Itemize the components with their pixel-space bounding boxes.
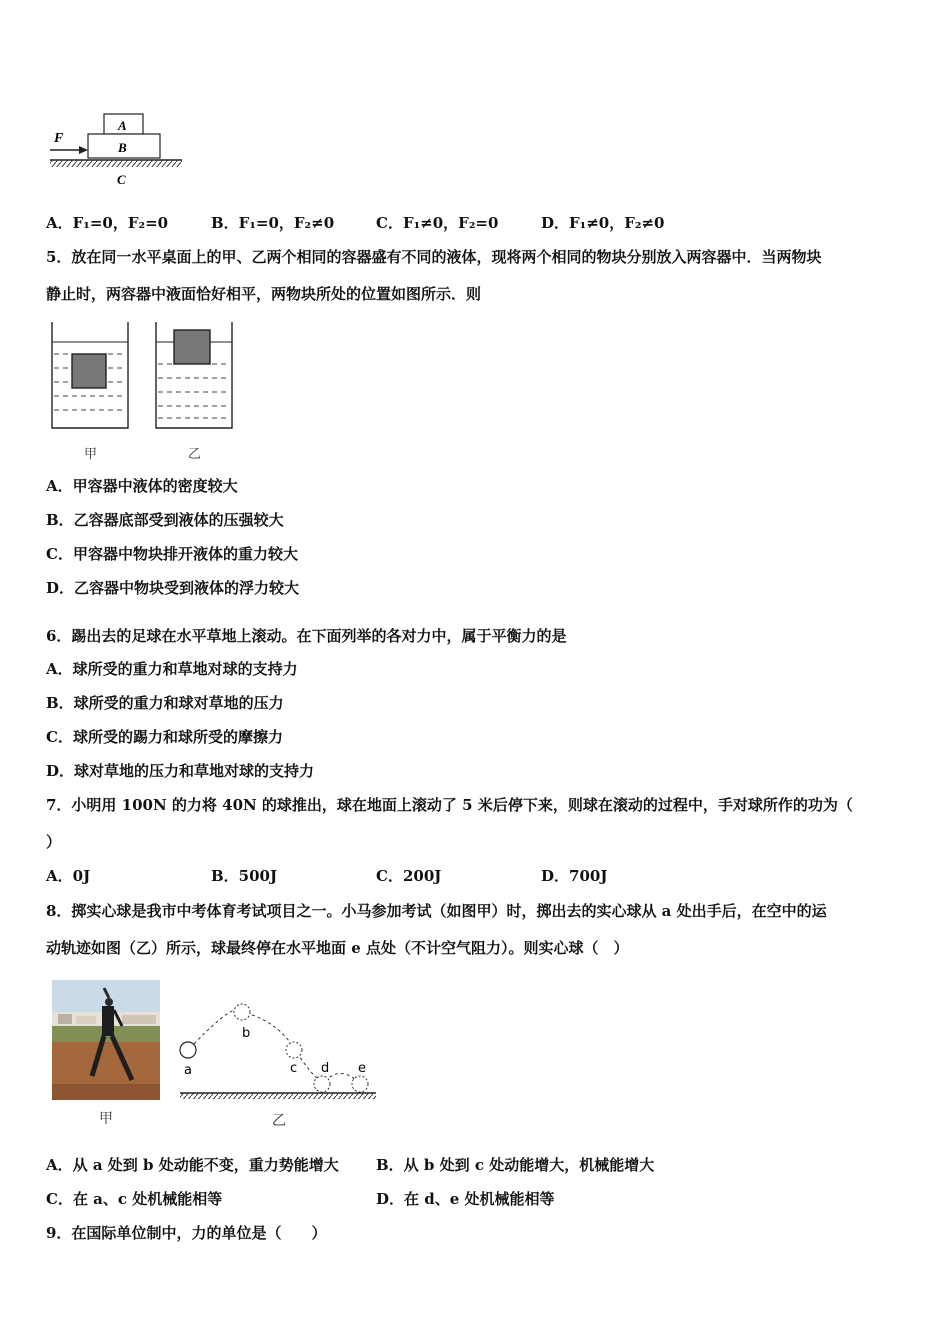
q4-label-F: F [54, 131, 64, 146]
q8-point-e: e [358, 1061, 366, 1076]
q6-option-a[interactable]: A．球所受的重力和草地对球的支持力 [46, 660, 298, 678]
q4-figure [46, 108, 186, 190]
q7-option-a[interactable]: A．0J [46, 867, 91, 885]
q5-stem-line2: 静止时，两容器中液面恰好相平，两物块所处的位置如图所示．则 [46, 285, 482, 303]
q5-figure [46, 318, 246, 466]
q6-option-b[interactable]: B．球所受的重力和球对草地的压力 [46, 694, 284, 712]
q8-photo-thrower [52, 980, 160, 1100]
q4-label-A: A [118, 118, 127, 133]
q8-option-b[interactable]: B．从 b 处到 c 处动能增大，机械能增大 [376, 1156, 655, 1174]
q8-option-c[interactable]: C．在 a、c 处机械能相等 [46, 1190, 223, 1208]
q7-option-c[interactable]: C．200J [376, 867, 442, 885]
q4-option-d[interactable]: D．F₁≠0，F₂≠0 [541, 214, 665, 232]
q9-stem: 9．在国际单位制中，力的单位是（ ） [46, 1224, 327, 1242]
q5-option-d[interactable]: D．乙容器中物块受到液体的浮力较大 [46, 579, 300, 597]
q6-option-d[interactable]: D．球对草地的压力和草地对球的支持力 [46, 762, 315, 780]
q4-option-a[interactable]: A．F₁=0，F₂=0 [46, 214, 169, 232]
q8-point-b: b [242, 1026, 251, 1041]
q5-option-c[interactable]: C．甲容器中物块排开液体的重力较大 [46, 545, 298, 563]
q7-option-b[interactable]: B．500J [211, 867, 278, 885]
q5-option-b[interactable]: B．乙容器底部受到液体的压强较大 [46, 511, 284, 529]
q4-label-C: C [117, 172, 126, 187]
q6-stem: 6．踢出去的足球在水平草地上滚动。在下面列举的各对力中，属于平衡力的是 [46, 627, 567, 645]
q8-point-a: a [184, 1063, 192, 1078]
q8-option-d[interactable]: D．在 d、e 处机械能相等 [376, 1190, 555, 1208]
q5-label-yi: 乙 [188, 447, 202, 462]
q8-point-c: c [290, 1061, 298, 1076]
q5-stem-line1: 5．放在同一水平桌面上的甲、乙两个相同的容器盛有不同的液体，现将两个相同的物块分别放入两容器中．当两物块 [46, 248, 822, 266]
q8-trajectory-figure [176, 1000, 380, 1106]
q7-stem-line1: 7．小明用 100N 的力将 40N 的球推出，球在地面上滚动了 5 米后停下来，则球在滚动的过程中，手对球所作的功为（ [46, 796, 853, 814]
q8-stem-line2: 动轨迹如图（乙）所示，球最终停在水平地面 e 点处（不计空气阻力）。则实心球（ ） [46, 939, 629, 957]
q7-stem-line2: ） [46, 833, 62, 851]
q4-label-B: B [118, 140, 127, 155]
q5-option-a[interactable]: A．甲容器中液体的密度较大 [46, 477, 238, 495]
q4-option-b[interactable]: B．F₁=0，F₂≠0 [211, 214, 335, 232]
q8-option-a[interactable]: A．从 a 处到 b 处动能不变，重力势能增大 [46, 1156, 339, 1174]
q8-label-yi: 乙 [272, 1113, 286, 1129]
q7-option-d[interactable]: D．700J [541, 867, 608, 885]
q4-option-c[interactable]: C．F₁≠0，F₂=0 [376, 214, 499, 232]
q8-stem-line1: 8．掷实心球是我市中考体育考试项目之一。小马参加考试（如图甲）时，掷出去的实心球从 a 处出手后，在空中的运 [46, 902, 827, 920]
q8-point-d: d [321, 1061, 330, 1076]
q6-option-c[interactable]: C．球所受的踢力和球所受的摩擦力 [46, 728, 283, 746]
q5-label-jia: 甲 [84, 447, 98, 462]
q8-label-jia: 甲 [99, 1111, 113, 1127]
